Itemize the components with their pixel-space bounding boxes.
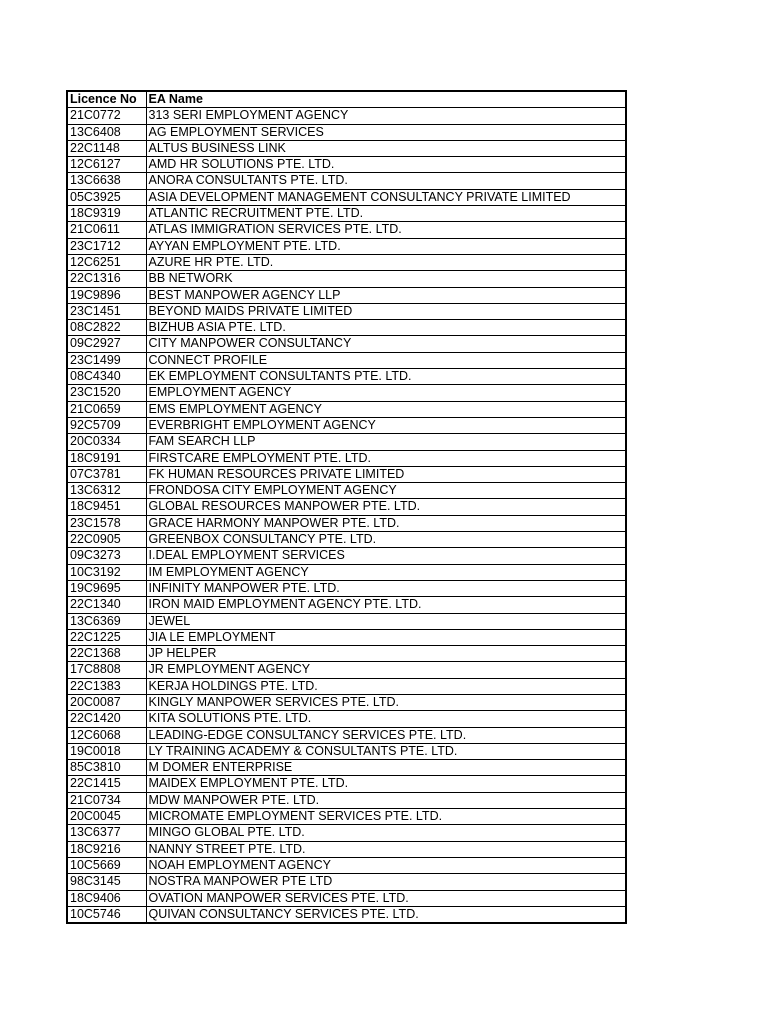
table-row <box>67 369 626 385</box>
ea-name-cell: CONNECT PROFILE <box>146 352 626 368</box>
table-row <box>67 825 626 841</box>
licence-no-cell: 05C3925 <box>67 189 146 205</box>
table-row <box>67 515 626 531</box>
ea-name-cell: GRACE HARMONY MANPOWER PTE. LTD. <box>146 515 626 531</box>
licence-no-cell: 10C5746 <box>67 906 146 923</box>
licence-no-cell: 13C6312 <box>67 483 146 499</box>
licence-no-cell: 22C1225 <box>67 629 146 645</box>
table-row <box>67 857 626 873</box>
table-row <box>67 548 626 564</box>
table-row <box>67 173 626 189</box>
licence-no-cell: 23C1712 <box>67 238 146 254</box>
licence-no-cell: 10C5669 <box>67 857 146 873</box>
table-row <box>67 792 626 808</box>
licence-no-cell: 20C0087 <box>67 694 146 710</box>
ea-name-cell: FAM SEARCH LLP <box>146 434 626 450</box>
licence-no-cell: 21C0772 <box>67 108 146 124</box>
ea-name-cell: QUIVAN CONSULTANCY SERVICES PTE. LTD. <box>146 906 626 923</box>
ea-name-cell: KERJA HOLDINGS PTE. LTD. <box>146 678 626 694</box>
header-row <box>67 91 626 108</box>
table-row <box>67 678 626 694</box>
table-row <box>67 466 626 482</box>
licence-no-cell: 09C3273 <box>67 548 146 564</box>
table-row <box>67 499 626 515</box>
licence-no-cell: 12C6068 <box>67 727 146 743</box>
licence-no-cell: 22C1420 <box>67 711 146 727</box>
licence-no-cell: 98C3145 <box>67 874 146 890</box>
table-row <box>67 206 626 222</box>
licence-no-cell: 10C3192 <box>67 564 146 580</box>
ea-name-cell: CITY MANPOWER CONSULTANCY <box>146 336 626 352</box>
licence-no-cell: 19C9896 <box>67 287 146 303</box>
licence-no-cell: 22C1148 <box>67 140 146 156</box>
ea-name-cell: M DOMER ENTERPRISE <box>146 760 626 776</box>
licence-no-cell: 20C0334 <box>67 434 146 450</box>
ea-name-cell: AYYAN EMPLOYMENT PTE. LTD. <box>146 238 626 254</box>
table-row <box>67 140 626 156</box>
licence-no-cell: 22C1415 <box>67 776 146 792</box>
licence-no-cell: 13C6408 <box>67 124 146 140</box>
licence-no-cell: 08C4340 <box>67 369 146 385</box>
table-row <box>67 629 626 645</box>
ea-name-cell: ANORA CONSULTANTS PTE. LTD. <box>146 173 626 189</box>
table-row <box>67 776 626 792</box>
table-row <box>67 760 626 776</box>
table-row <box>67 483 626 499</box>
table-row <box>67 743 626 759</box>
ea-name-cell: BEYOND MAIDS PRIVATE LIMITED <box>146 303 626 319</box>
ea-name-cell: ASIA DEVELOPMENT MANAGEMENT CONSULTANCY PRIVATE LIMITED <box>146 189 626 205</box>
ea-name-cell: NANNY STREET PTE. LTD. <box>146 841 626 857</box>
licence-no-cell: 08C2822 <box>67 320 146 336</box>
licence-no-cell: 18C9319 <box>67 206 146 222</box>
ea-name-cell: AMD HR SOLUTIONS PTE. LTD. <box>146 157 626 173</box>
ea-name-cell: IRON MAID EMPLOYMENT AGENCY PTE. LTD. <box>146 597 626 613</box>
licence-no-cell: 13C6377 <box>67 825 146 841</box>
ea-name-cell: ATLAS IMMIGRATION SERVICES PTE. LTD. <box>146 222 626 238</box>
ea-name-cell: BEST MANPOWER AGENCY LLP <box>146 287 626 303</box>
table-row <box>67 222 626 238</box>
licence-no-cell: 21C0659 <box>67 401 146 417</box>
licence-no-cell: 09C2927 <box>67 336 146 352</box>
ea-name-cell: OVATION MANPOWER SERVICES PTE. LTD. <box>146 890 626 906</box>
table-row <box>67 189 626 205</box>
ea-name-cell: MAIDEX EMPLOYMENT PTE. LTD. <box>146 776 626 792</box>
table-row <box>67 417 626 433</box>
licence-no-cell: 85C3810 <box>67 760 146 776</box>
licence-no-cell: 12C6127 <box>67 157 146 173</box>
table-row <box>67 727 626 743</box>
ea-name-cell: ATLANTIC RECRUITMENT PTE. LTD. <box>146 206 626 222</box>
ea-name-cell: MICROMATE EMPLOYMENT SERVICES PTE. LTD. <box>146 809 626 825</box>
licence-no-cell: 18C9406 <box>67 890 146 906</box>
ea-name-cell: JR EMPLOYMENT AGENCY <box>146 662 626 678</box>
licence-no-cell: 23C1578 <box>67 515 146 531</box>
table-body <box>67 108 626 923</box>
table-row <box>67 694 626 710</box>
ea-name-cell: I.DEAL EMPLOYMENT SERVICES <box>146 548 626 564</box>
table-row <box>67 613 626 629</box>
header-ea-name: EA Name <box>146 91 626 108</box>
ea-name-cell: LEADING-EDGE CONSULTANCY SERVICES PTE. LTD. <box>146 727 626 743</box>
ea-name-cell: AZURE HR PTE. LTD. <box>146 254 626 270</box>
table-row <box>67 890 626 906</box>
table-row <box>67 401 626 417</box>
table-row <box>67 238 626 254</box>
ea-name-cell: INFINITY MANPOWER PTE. LTD. <box>146 580 626 596</box>
ea-name-cell: GREENBOX CONSULTANCY PTE. LTD. <box>146 532 626 548</box>
licence-no-cell: 18C9451 <box>67 499 146 515</box>
ea-name-cell: IM EMPLOYMENT AGENCY <box>146 564 626 580</box>
table-row <box>67 906 626 923</box>
ea-name-cell: EMS EMPLOYMENT AGENCY <box>146 401 626 417</box>
licence-no-cell: 22C1316 <box>67 271 146 287</box>
table-row <box>67 385 626 401</box>
licence-no-cell: 23C1499 <box>67 352 146 368</box>
licence-no-cell: 92C5709 <box>67 417 146 433</box>
ea-name-cell: FK HUMAN RESOURCES PRIVATE LIMITED <box>146 466 626 482</box>
licence-no-cell: 20C0045 <box>67 809 146 825</box>
ea-name-cell: LY TRAINING ACADEMY & CONSULTANTS PTE. LTD. <box>146 743 626 759</box>
table-row <box>67 662 626 678</box>
ea-name-cell: MINGO GLOBAL PTE. LTD. <box>146 825 626 841</box>
licence-no-cell: 22C0905 <box>67 532 146 548</box>
ea-name-cell: BB NETWORK <box>146 271 626 287</box>
licence-no-cell: 19C9695 <box>67 580 146 596</box>
table-row <box>67 580 626 596</box>
ea-name-cell: GLOBAL RESOURCES MANPOWER PTE. LTD. <box>146 499 626 515</box>
ea-name-cell: NOAH EMPLOYMENT AGENCY <box>146 857 626 873</box>
ea-name-cell: EVERBRIGHT EMPLOYMENT AGENCY <box>146 417 626 433</box>
table-row <box>67 254 626 270</box>
licence-no-cell: 23C1451 <box>67 303 146 319</box>
ea-name-cell: BIZHUB ASIA PTE. LTD. <box>146 320 626 336</box>
ea-name-cell: JEWEL <box>146 613 626 629</box>
licence-table <box>66 90 627 924</box>
ea-name-cell: JP HELPER <box>146 646 626 662</box>
licence-no-cell: 18C9216 <box>67 841 146 857</box>
table-row <box>67 450 626 466</box>
table-row <box>67 532 626 548</box>
ea-name-cell: EMPLOYMENT AGENCY <box>146 385 626 401</box>
ea-name-cell: JIA LE EMPLOYMENT <box>146 629 626 645</box>
table-row <box>67 124 626 140</box>
table-row <box>67 646 626 662</box>
ea-name-cell: FIRSTCARE EMPLOYMENT PTE. LTD. <box>146 450 626 466</box>
table-row <box>67 809 626 825</box>
table-row <box>67 564 626 580</box>
licence-no-cell: 22C1383 <box>67 678 146 694</box>
ea-name-cell: 313 SERI EMPLOYMENT AGENCY <box>146 108 626 124</box>
table-row <box>67 336 626 352</box>
ea-name-cell: ALTUS BUSINESS LINK <box>146 140 626 156</box>
table-row <box>67 874 626 890</box>
table-row <box>67 108 626 124</box>
licence-no-cell: 23C1520 <box>67 385 146 401</box>
licence-no-cell: 21C0734 <box>67 792 146 808</box>
licence-no-cell: 22C1368 <box>67 646 146 662</box>
ea-name-cell: KITA SOLUTIONS PTE. LTD. <box>146 711 626 727</box>
table-row <box>67 303 626 319</box>
table-row <box>67 841 626 857</box>
ea-name-cell: MDW MANPOWER PTE. LTD. <box>146 792 626 808</box>
table-row <box>67 352 626 368</box>
ea-name-cell: NOSTRA MANPOWER PTE LTD <box>146 874 626 890</box>
table-row <box>67 157 626 173</box>
ea-name-cell: EK EMPLOYMENT CONSULTANTS PTE. LTD. <box>146 369 626 385</box>
table-row <box>67 320 626 336</box>
licence-no-cell: 17C8808 <box>67 662 146 678</box>
licence-no-cell: 19C0018 <box>67 743 146 759</box>
ea-name-cell: KINGLY MANPOWER SERVICES PTE. LTD. <box>146 694 626 710</box>
licence-no-cell: 07C3781 <box>67 466 146 482</box>
licence-no-cell: 12C6251 <box>67 254 146 270</box>
ea-name-cell: AG EMPLOYMENT SERVICES <box>146 124 626 140</box>
licence-no-cell: 13C6369 <box>67 613 146 629</box>
licence-no-cell: 21C0611 <box>67 222 146 238</box>
table-row <box>67 597 626 613</box>
table-row <box>67 287 626 303</box>
licence-no-cell: 22C1340 <box>67 597 146 613</box>
licence-no-cell: 13C6638 <box>67 173 146 189</box>
ea-name-cell: FRONDOSA CITY EMPLOYMENT AGENCY <box>146 483 626 499</box>
table-row <box>67 711 626 727</box>
table-row <box>67 434 626 450</box>
header-licence-no: Licence No <box>67 91 146 108</box>
licence-no-cell: 18C9191 <box>67 450 146 466</box>
table-row <box>67 271 626 287</box>
